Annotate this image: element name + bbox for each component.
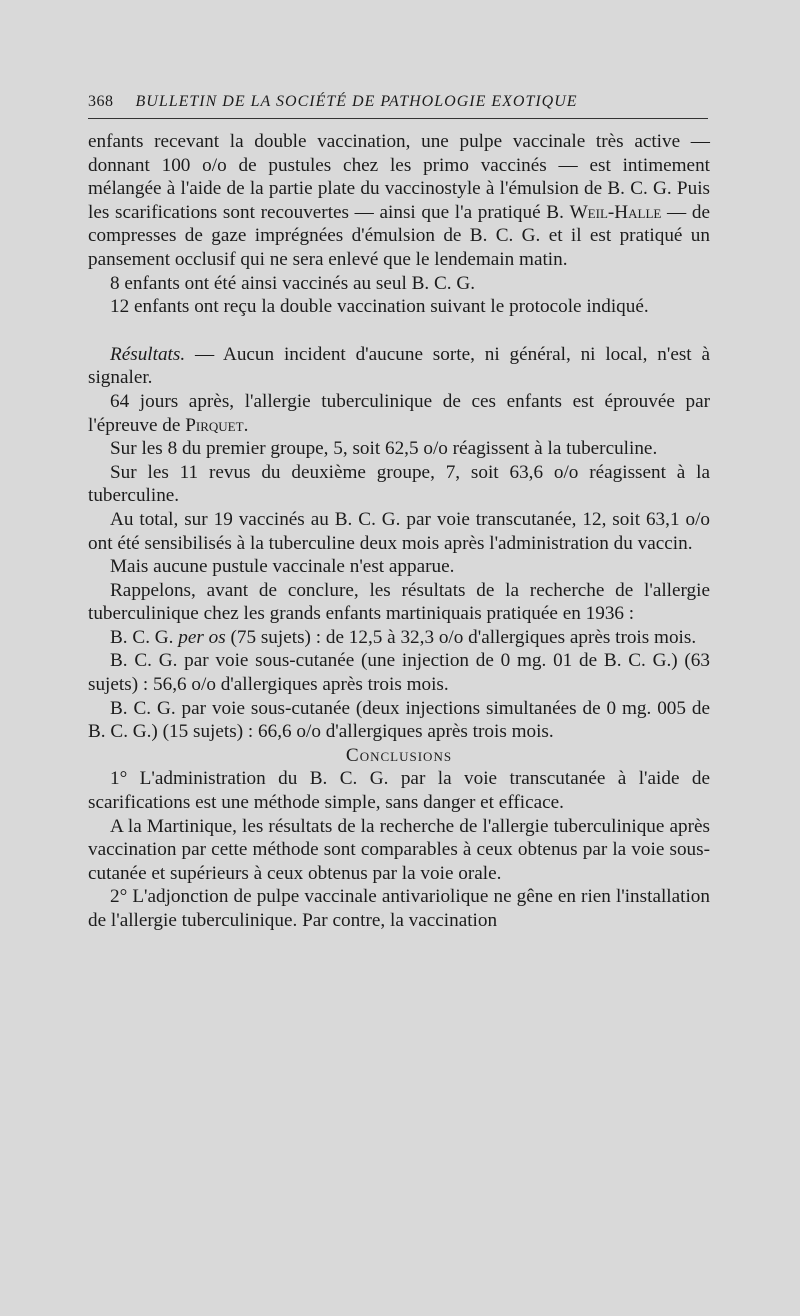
section-label: Résultats. [110,343,186,365]
paragraph: 12 enfants ont reçu la double vaccination suivant le protocole indiqué. [110,296,649,318]
paragraph: Sur les 8 du premier groupe, 5, soit 62,5 o/o réagissent à la tuberculine. [110,438,658,460]
paragraph: 8 enfants ont été ainsi vaccinés au seul B. C. G. [110,272,476,294]
paragraph: B. C. G. per os (75 sujets) : de 12,5 à 32,3 o/o d'allergiques après trois mois. [110,626,697,648]
paragraph: enfants recevant la double vaccination, une pulpe vaccinale très active — donnant 100 o/o de pustules chez les primo vaccinés — est intimement mélangée à l'aide de la partie plate du vaccinostyle à l'émulsion de B. C. G. Puis les scarifications sont recouvertes — ainsi que l'a pratiqué B. Weil-Halle — de compresses de gaze imprégnées d'émulsion de B. C. G. et il est pratiqué un pansement occlusif qui ne sera enlevé que le lendemain matin. [88,131,710,270]
paragraph: Rappelons, avant de conclure, les résultats de la recherche de l'allergie tuberculinique chez les grands enfants martiniquais pratiquée en 1936 : [88,579,710,625]
body-text [88,130,710,933]
paragraph: Mais aucune pustule vaccinale n'est apparue. [110,556,455,578]
author-name: Pirquet [185,414,244,436]
paragraph: 64 jours après, l'allergie tuberculinique de ces enfants est éprouvée par l'épreuve de Pirquet. [88,390,710,436]
paragraph-gap [88,319,710,343]
paragraph: Sur les 11 revus du deuxième groupe, 7, soit 63,6 o/o réagissent à la tuberculine. [88,461,710,507]
header-rule [88,118,708,119]
page-number: 368 [88,93,114,110]
paragraph: 1° L'administration du B. C. G. par la voie transcutanée à l'aide de scarifications est une méthode simple, sans danger et efficace. [88,768,710,814]
paragraph: Résultats. — Aucun incident d'aucune sorte, ni général, ni local, n'est à signaler. [88,343,710,389]
paragraph: 2° L'adjonction de pulpe vaccinale antivariolique ne gêne en rien l'installation de l'allergie tuberculinique. Par contre, la vaccination [88,886,710,931]
paragraph: Au total, sur 19 vaccinés au B. C. G. par voie transcutanée, 12, soit 63,1 o/o ont été sensibilisés à la tuberculine deux mois après l'administration du vaccin. [88,508,710,554]
paragraph: B. C. G. par voie sous-cutanée (deux injections simultanées de 0 mg. 005 de B. C. G.) (15 sujets) : 66,6 o/o d'allergiques après trois mois. [88,697,710,743]
running-title: BULLETIN DE LA SOCIÉTÉ DE PATHOLOGIE EXOTIQUE [135,93,578,110]
running-header [88,93,708,111]
paragraph: A la Martinique, les résultats de la recherche de l'allergie tuberculinique après vaccination par cette méthode sont comparables à ceux obtenus par la voie sous-cutanée et supérieurs à ceux obtenus par la voie orale. [88,815,710,884]
author-name: Weil-Halle [569,201,662,223]
section-heading: Conclusions [345,744,453,766]
paragraph: B. C. G. par voie sous-cutanée (une injection de 0 mg. 01 de B. C. G.) (63 sujets) : 56,6 o/o d'allergiques après trois mois. [88,650,710,696]
